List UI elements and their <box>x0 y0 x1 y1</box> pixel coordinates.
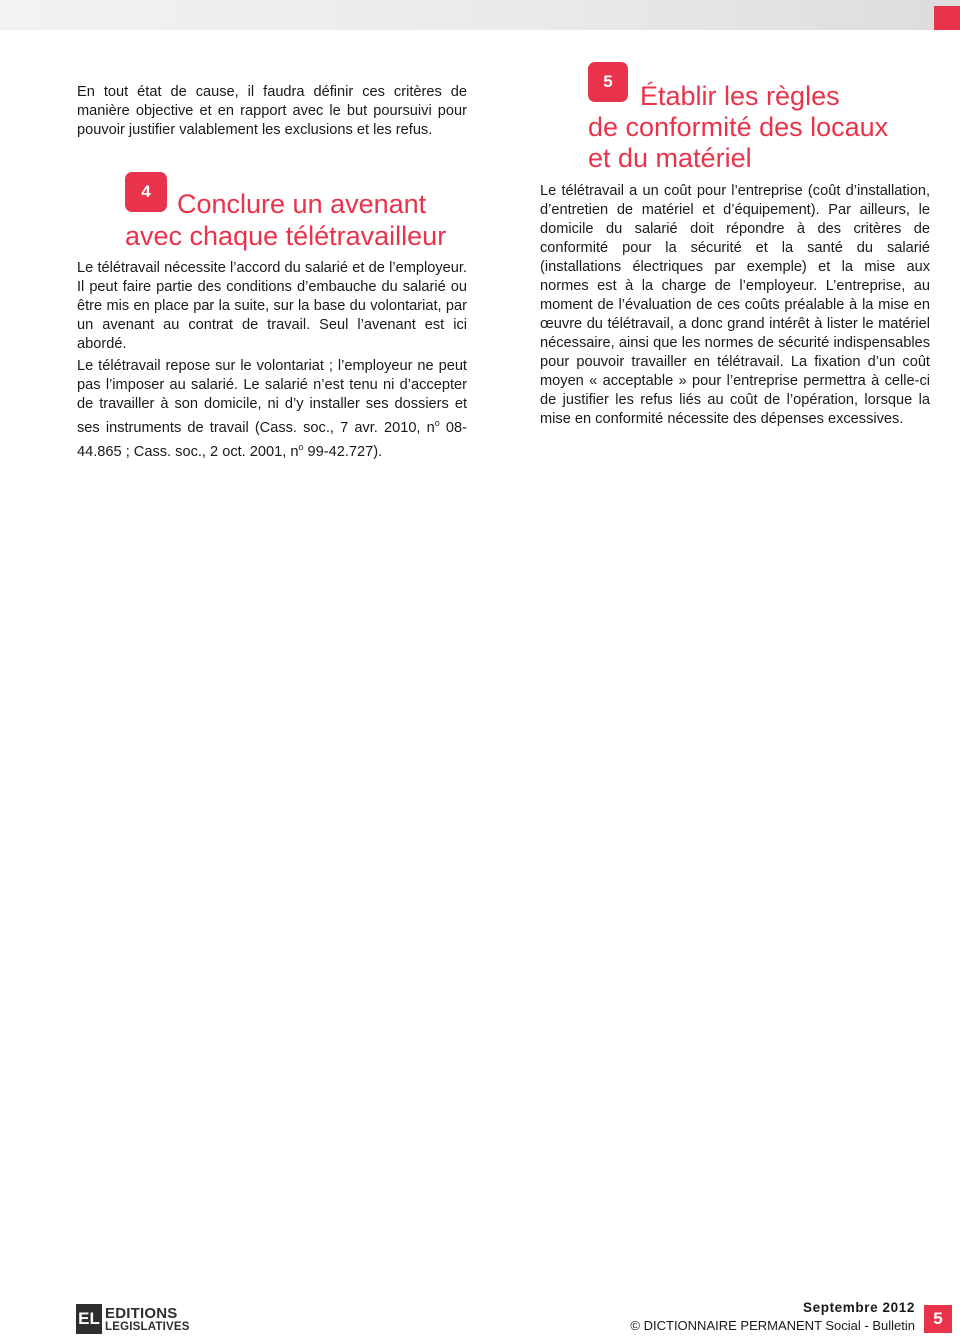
superscript-number-2: o <box>298 441 304 452</box>
top-band <box>0 0 960 30</box>
publisher-logo <box>76 1304 190 1334</box>
superscript-number-1: o <box>434 418 440 428</box>
footer-publication: © DICTIONNAIRE PERMANENT Social - Bulletin <box>630 1318 915 1333</box>
section-5-title-line2: de conformité des locaux <box>588 112 889 142</box>
section-5-badge: 5 <box>588 62 628 102</box>
intro-paragraph: En tout état de cause, il faudra définir ces critères de manière objective et en rapport avec le but poursuivi pour pouvoir justifier valablement les exclusions et les refus. <box>77 84 467 138</box>
page-number: 5 <box>924 1305 952 1333</box>
section-5-title-line1: Établir les règles <box>640 81 840 111</box>
section-4-paragraph-2 <box>77 357 467 462</box>
logo-mark: EL <box>76 1304 102 1334</box>
section-4-title-line2: avec chaque télétravailleur <box>125 221 447 251</box>
section-4-paragraph-1: Le télétravail nécessite l’accord du salarié et de l’employeur. Il peut faire partie des conditions d’embauche du salarié ou être mis en place par la suite, sur la base du volontariat, par un avenant au contrat de travail. Seul l’avenant est ici abordé. <box>77 260 467 352</box>
section-5-paragraph: Le télétravail a un coût pour l’entreprise (coût d’installation, d’entretien de matériel et d’équipement). Par ailleurs, le domicile du salarié doit répondre à des critères de conformité pour la sécurité et la santé du salarié (installations électriques par exemple) et la mise aux normes est à la charge de l’employeur. L’entreprise, au moment de l’évaluation de ces coûts préalable à la mise en œuvre du télétravail, a donc grand intérêt à lister le matériel nécessaire, ainsi que les normes de sécurité indispensables pour pouvoir travailler en télétravail. La fixation d’un coût moyen « acceptable » pour l’entreprise permettra à celle-ci de justifier les refus liés au coût de l’opération, lorsque la mise en conformité nécessite des dépenses excessives. <box>540 183 930 427</box>
section-4-badge: 4 <box>125 172 167 212</box>
logo-text-editions: EDITIONS <box>105 1305 178 1322</box>
para2-part-c: 99-42.727). <box>303 443 383 460</box>
para2-part-b: 08-44.865 ; Cass. soc., 2 oct. 2001, n <box>77 419 467 460</box>
footer-date: Septembre 2012 <box>803 1300 915 1315</box>
para2-part-a: Le télétravail repose sur le volontariat ; l’employeur ne peut pas l’imposer au salarié. Le salarié n’est tenu ni d’accepter de travailler à son domicile, ni d’y installer ses dossiers et ses instruments de travail (Cass. soc., 7 avr. 2010, n <box>77 358 467 436</box>
logo-text-legislatives: LEGISLATIVES <box>105 1321 190 1333</box>
section-4-title-line1: Conclure un avenant <box>177 189 427 219</box>
top-accent-tab <box>934 6 960 30</box>
section-5-title-line3: et du matériel <box>588 143 752 173</box>
